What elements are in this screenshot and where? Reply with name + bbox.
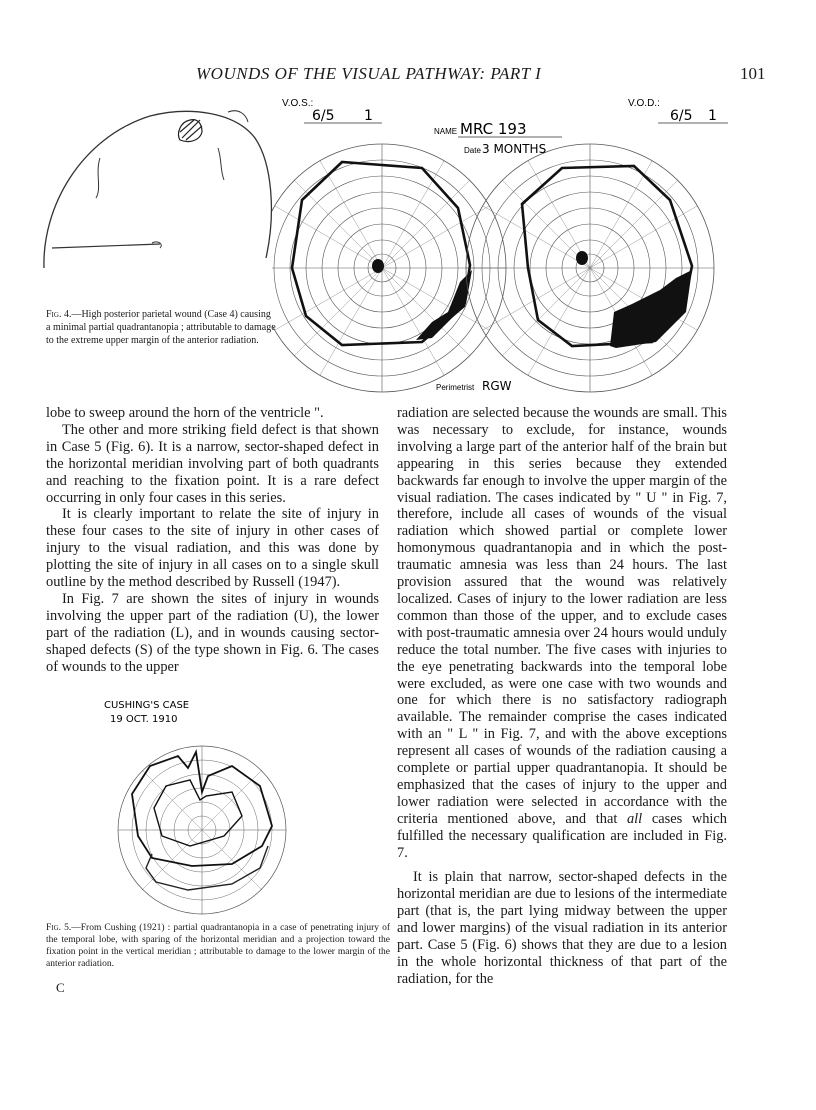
vos-value: 6/5 <box>312 108 335 124</box>
page-number: 101 <box>740 64 766 83</box>
vod-label: V.O.D.: <box>628 98 660 109</box>
right-paragraph-1 <box>397 405 727 861</box>
fig5-inner-isopter <box>154 780 242 846</box>
emphasis-all: all <box>626 810 643 827</box>
left-paragraph: It is clearly important to relate the site of injury in these four cases to the site of injury in other cases of injury to the visual radiation, and this was done by plotting the site of injury in all cases on to a single skull outline by the method described by Russell (1947). <box>46 506 379 591</box>
vod-value: 6/5 <box>670 108 693 124</box>
fig5-label: Fig. 5. <box>46 923 72 933</box>
vod-suffix: 1 <box>708 108 717 124</box>
fig5-chart <box>92 696 350 918</box>
fig4-caption-text: —High posterior parietal wound (Case 4) causing a minimal partial quadrantanopia ; attributable to damage to the extreme upper margin of the anterior radiation. <box>46 309 276 347</box>
right-column <box>397 405 727 988</box>
perimetry-chart <box>272 90 732 400</box>
fig5-date-label: 19 OCT. 1910 <box>110 714 178 725</box>
name-label: NAME <box>434 127 458 136</box>
name-value: MRC 193 <box>460 120 527 138</box>
fig5-caption-text: —From Cushing (1921) : partial quadrantanopia in a case of penetrating injury of the temporal lobe, with sparing of the horizontal meridian and a projection toward the fixation point in the vertical meridian ; attributable to damage to the lower margin of the anterior radiation. <box>46 923 390 969</box>
vos-label: V.O.S.: <box>282 98 314 109</box>
fig5-case-label: CUSHING'S CASE <box>104 700 190 711</box>
perimetrist-value: RGW <box>482 379 512 393</box>
date-label: Date <box>464 146 481 155</box>
left-paragraph: lobe to sweep around the horn of the ventricle ". <box>46 405 324 421</box>
date-value: 3 MONTHS <box>482 142 547 156</box>
fig4-label: Fig. 4. <box>46 309 72 320</box>
fig5-caption <box>46 922 390 970</box>
right-paragraph-2: It is plain that narrow, sector-shaped defects in the horizontal meridian are due to lesions of the intermediate part (that is, the part lying midway between the upper and lower margins) of the visual radiation in its anterior part. Case 5 (Fig. 6) shows that they are due to a lesion in the whole horizontal thickness of that part of the radiation, for the <box>397 869 727 987</box>
left-paragraph: In Fig. 7 are shown the sites of injury in wounds involving the upper part of the radiation (U), the lower part of the radiation (L), and in wounds causing sector-shaped defects (S) of the type shown in Fig. 6. The cases of wounds to the upper <box>46 590 379 675</box>
right-paragraph-1-end: cases which fulfilled the necessary qualification are included in Fig. 7. <box>397 810 727 861</box>
running-title: WOUNDS OF THE VISUAL PATHWAY: PART I <box>196 64 542 83</box>
vos-suffix: 1 <box>364 108 373 124</box>
fig4-caption <box>46 308 276 348</box>
right-paragraph-1-text: radiation are selected because the wounds are small. This was necessary to exclude, for instance, wounds involving a large part of the anterior half of the brain but appearing in this series because they extended backwards far enough to involve the upper margin of the visual radiation. The cases indicated by " U " in Fig. 7, therefore, include all cases of wounds of the visual radiation which showed partial or complete lower homonymous quadrantanopia and in which the post-traumatic amnesia was less than 24 hours. The last provision assured that the wound was relatively localized. Cases of injury to the lower radiation are less common than those of the upper, and to exclude cases with post-traumatic amnesia over 24 hours would unduly reduce the total number. The five cases with injuries to the eye penetrating backwards into the temporal lobe were excluded, as were one case with two wounds and one for which there is no satisfactory radiograph available. The remainder comprise the cases indicated with an " L " in Fig. 7, and with the above exceptions represent all cases of wounds of the radiation causing a complete or partial upper quadrantanopia. It should be emphasized that the cases of injury to the upper and lower radiation were selected in accordance with the criteria mentioned above, and that <box>397 405 727 827</box>
perimetrist-label: Perimetrist <box>436 383 475 392</box>
fig4-skull-outline <box>40 98 280 298</box>
left-paragraph: The other and more striking field defect is that shown in Case 5 (Fig. 6). It is a narrow, sector-shaped defect in the horizontal meridian involving part of both quadrants and reaching to the fixation point. It is a rare defect occurring in only four cases in this series. <box>46 421 379 506</box>
fig5-field-grid <box>118 746 286 914</box>
left-column <box>46 405 379 676</box>
right-eye-field <box>466 144 714 392</box>
signature-mark: C <box>56 980 65 995</box>
